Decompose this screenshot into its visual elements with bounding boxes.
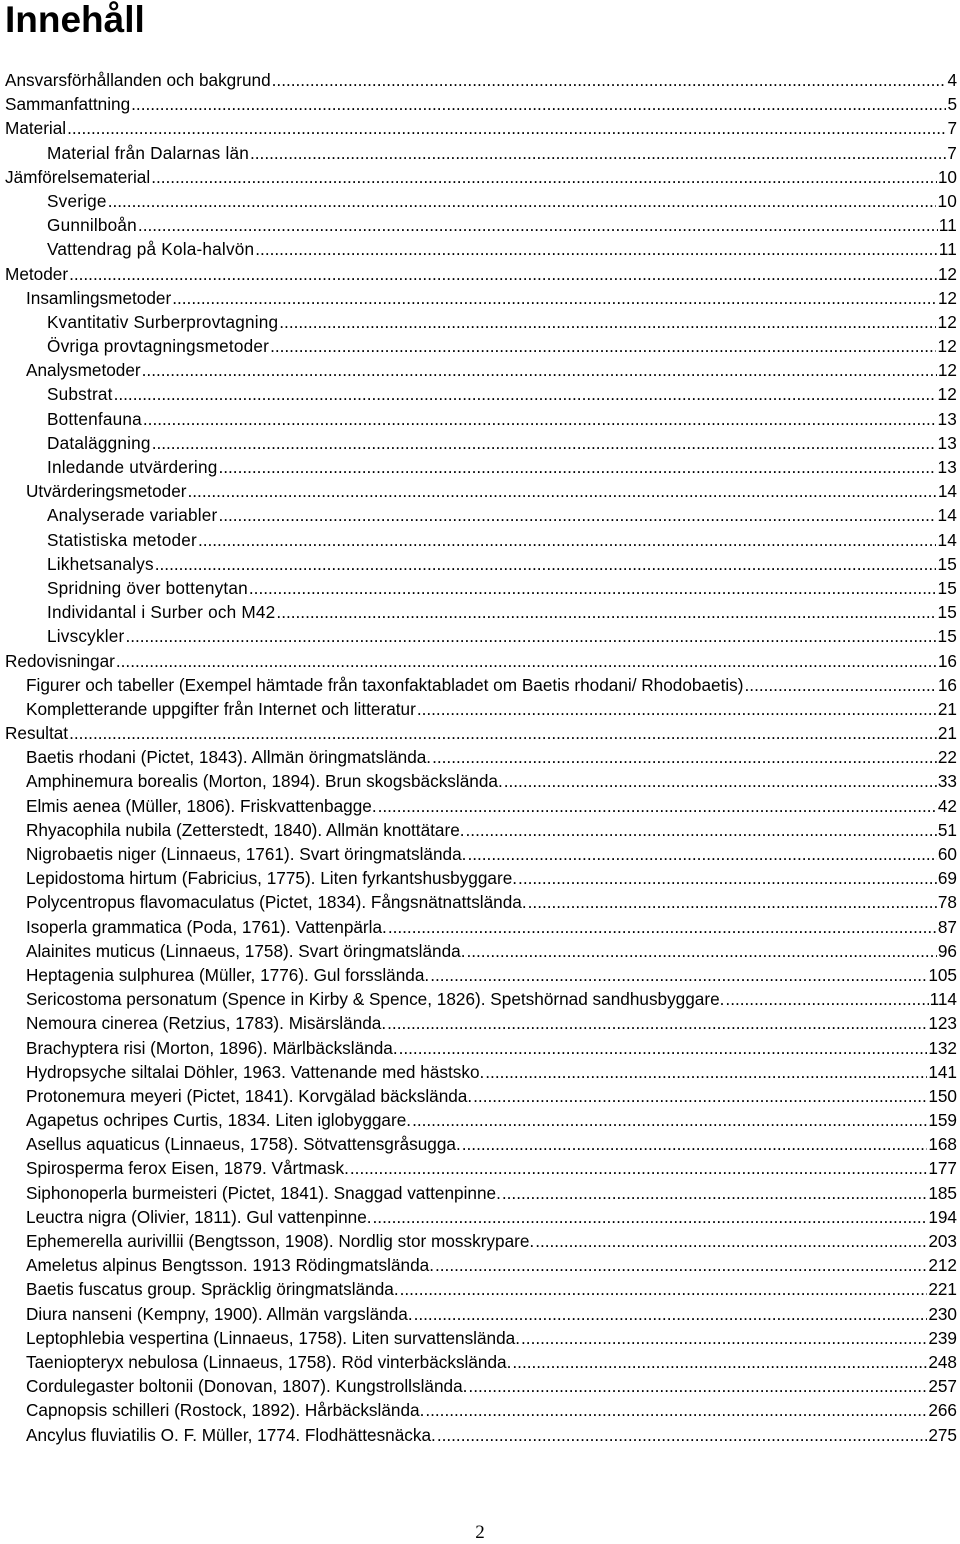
toc-entry-title: Dataläggning [47,432,151,453]
toc-entry-title: Leptophlebia vespertina (Linnaeus, 1758). Liten survattenslända. [26,1327,521,1348]
toc-entry[interactable] [0,503,960,527]
toc-entry-page: 15 [937,553,957,574]
toc-entry-page: 78 [937,892,957,913]
toc-entry[interactable] [0,963,960,987]
toc-dot-leader [512,1350,927,1374]
toc-dot-leader [69,262,937,286]
toc-entry-page: 22 [937,747,957,768]
toc-dot-leader [412,1108,927,1132]
toc-dot-leader [272,68,947,92]
toc-entry-page: 51 [937,819,957,840]
toc-entry-title: Alainites muticus (Linnaeus, 1758). Svart öringmatslända. [26,940,466,961]
toc-entry[interactable] [0,1060,960,1084]
toc-dot-leader [378,794,937,818]
toc-entry[interactable] [0,1423,960,1447]
toc-dot-leader [373,1205,928,1229]
toc-entry-title: Taeniopteryx nebulosa (Linnaeus, 1758). Röd vinterbäckslända. [26,1351,512,1372]
toc-entry[interactable] [0,769,960,793]
toc-entry[interactable] [0,455,960,479]
toc-dot-leader [138,213,938,237]
toc-entry-page: 257 [928,1376,957,1397]
toc-entry-title: Elmis aenea (Müller, 1806). Friskvattenbagge. [26,795,377,816]
toc-entry-title: Statistiska metoder [47,529,197,550]
toc-entry[interactable] [0,624,960,648]
toc-entry[interactable] [0,1374,960,1398]
toc-entry-title: Kompletterande uppgifter från Internet och litteratur [26,698,416,719]
toc-entry-title: Rhyacophila nubila (Zetterstedt, 1840). Allmän knottätare. [26,819,465,840]
toc-entry[interactable] [0,165,960,189]
toc-entry-title: Isoperla grammatica (Poda, 1761). Vattenpärla. [26,916,387,937]
toc-entry-title: Capnopsis schilleri (Rostock, 1892). Hårbäckslända. [26,1400,425,1421]
toc-entry-title: Insamlingsmetoder [26,287,172,308]
toc-dot-leader [466,939,936,963]
toc-entry[interactable] [0,1011,960,1035]
toc-entry-title: Kvantitativ Surberprovtagning [47,311,279,332]
toc-entry[interactable] [0,382,960,406]
toc-entry[interactable] [0,310,960,334]
toc-entry[interactable] [0,1326,960,1350]
toc-entry[interactable] [0,479,960,503]
toc-entry[interactable] [0,1156,960,1180]
toc-entry[interactable] [0,842,960,866]
toc-entry[interactable] [0,1181,960,1205]
toc-dot-leader [535,1229,927,1253]
toc-dot-leader [745,673,937,697]
toc-entry-page: 10 [937,166,957,187]
toc-dot-leader [504,769,937,793]
toc-entry-title: Övriga provtagningsmetoder [47,336,270,357]
toc-entry-page: 194 [928,1206,957,1227]
toc-entry-title: Asellus aquaticus (Linnaeus, 1758). Sötvattensgråsugga. [26,1134,461,1155]
toc-dot-leader [125,624,936,648]
toc-entry-title: Ameletus alpinus Bengtsson. 1913 Rödingmatslända. [26,1255,434,1276]
toc-entry-title: Baetis fuscatus group. Spräcklig öringmatslända. [26,1279,399,1300]
toc-entry-page: 87 [937,916,957,937]
toc-dot-leader [437,1423,927,1447]
toc-entry-title: Material [5,118,67,139]
toc-dot-leader [270,334,936,358]
toc-dot-leader [155,552,937,576]
toc-entry-title: Substrat [47,384,113,405]
toc-entry-title: Nigrobaetis niger (Linnaeus, 1761). Svart öringmatslända. [26,844,467,864]
toc-entry[interactable] [0,189,960,213]
toc-entry-page: 230 [928,1303,957,1324]
toc-dot-leader [142,358,937,382]
toc-dot-leader [502,1181,927,1205]
toc-entry-title: Sammanfattning [5,94,131,115]
toc-entry-title: Diura nanseni (Kempny, 1900). Allmän vargslända. [26,1303,413,1324]
toc-entry-page: 141 [928,1061,957,1082]
toc-dot-leader [528,890,937,914]
toc-entry-title: Jämförelsematerial [5,166,151,187]
toc-entry-page: 42 [937,795,957,816]
toc-entry-page: 239 [928,1327,957,1348]
toc-dot-leader [116,649,937,673]
toc-entry[interactable] [0,116,960,140]
toc-dot-leader [725,987,928,1011]
page-title: Innehåll [5,0,145,40]
toc-entry[interactable] [0,1036,960,1060]
toc-entry-page: 11 [938,239,957,260]
toc-entry-title: Spridning över bottenytan [47,577,248,598]
toc-dot-leader [417,697,937,721]
toc-entry[interactable] [0,721,960,745]
toc-entry[interactable] [0,92,960,116]
toc-entry-title: Redovisningar [5,650,115,671]
toc-entry-page: 12 [937,336,957,357]
toc-entry[interactable] [0,552,960,576]
toc-dot-leader [430,963,927,987]
toc-entry-page: 14 [937,529,957,550]
toc-entry-title: Agapetus ochripes Curtis, 1834. Liten iglobyggare. [26,1110,412,1131]
toc-dot-leader [276,600,936,624]
toc-entry-page: 7 [947,118,957,139]
toc-entry[interactable] [0,358,960,382]
toc-entry[interactable] [0,1205,960,1229]
toc-dot-leader [462,1132,928,1156]
toc-entry-page: 14 [937,505,957,526]
toc-entry-page: 266 [928,1400,957,1421]
toc-entry-page: 105 [928,964,957,985]
toc-entry[interactable] [0,1132,960,1156]
toc-entry[interactable] [0,1108,960,1132]
toc-dot-leader [473,1084,927,1108]
toc-dot-leader [518,866,937,890]
toc-entry-page: 221 [928,1279,957,1300]
toc-entry-title: Analysmetoder [26,360,141,381]
toc-entry-page: 33 [937,771,957,792]
toc-entry[interactable] [0,745,960,769]
toc-dot-leader [249,576,937,600]
toc-entry[interactable] [0,649,960,673]
toc-entry-title: Individantal i Surber och M42 [47,602,276,623]
toc-entry-page: 21 [937,698,957,719]
toc-entry[interactable] [0,407,960,431]
toc-entry-page: 203 [928,1231,957,1251]
toc-entry[interactable] [0,1253,960,1277]
toc-entry-page: 185 [928,1182,957,1203]
toc-dot-leader [188,479,937,503]
toc-entry[interactable] [0,1229,960,1253]
toc-dot-leader [485,1060,927,1084]
toc-entry-page: 96 [937,940,957,961]
toc-entry-title: Vattendrag på Kola-halvön [47,239,255,260]
toc-entry[interactable] [0,673,960,697]
toc-dot-leader [521,1326,927,1350]
toc-entry[interactable] [0,1302,960,1326]
toc-dot-leader [250,141,946,165]
toc-entry-page: 15 [937,577,957,598]
toc-entry-title: Analyserade variabler [47,505,218,526]
toc-entry[interactable] [0,68,960,92]
toc-entry-title: Polycentropus flavomaculatus (Pictet, 1834). Fångsnätnattslända. [26,892,527,913]
toc-entry-title: Metoder [5,263,69,284]
toc-entry-title: Inledande utvärdering [47,457,218,477]
toc-entry-page: 168 [928,1134,957,1155]
table-of-contents [0,68,960,1447]
toc-entry-page: 13 [937,408,957,429]
toc-entry[interactable] [0,1277,960,1301]
toc-entry[interactable] [0,1398,960,1422]
toc-entry-page: 132 [928,1037,957,1058]
toc-dot-leader [400,1277,928,1301]
toc-entry-page: 60 [937,844,957,864]
toc-dot-leader [466,818,937,842]
toc-entry-title: Spirosperma ferox Eisen, 1879. Vårtmask. [26,1158,349,1179]
toc-entry-title: Hydropsyche siltalai Döhler, 1963. Vattenande med hästsko. [26,1061,485,1082]
toc-entry[interactable] [0,939,960,963]
toc-entry-page: 5 [947,94,957,115]
toc-entry[interactable] [0,237,960,261]
toc-entry[interactable] [0,286,960,310]
toc-entry-page: 13 [937,457,957,477]
toc-dot-leader [151,165,937,189]
toc-entry-title: Brachyptera risi (Morton, 1896). Märlbäckslända. [26,1037,398,1058]
toc-dot-leader [143,407,937,431]
toc-entry-page: 159 [928,1110,957,1131]
toc-dot-leader [218,503,936,527]
toc-dot-leader [255,237,937,261]
toc-entry[interactable] [0,141,960,165]
toc-entry-title: Likhetsanalys [47,553,154,574]
toc-entry-page: 114 [929,989,957,1010]
toc-dot-leader [198,528,937,552]
toc-entry-title: Cordulegaster boltonii (Donovan, 1807). Kungstrollslända. [26,1376,468,1397]
toc-entry-page: 4 [947,70,957,90]
toc-dot-leader [69,721,937,745]
toc-entry-page: 212 [928,1255,957,1276]
toc-entry-page: 15 [937,626,957,647]
toc-entry[interactable] [0,1084,960,1108]
toc-entry[interactable] [0,697,960,721]
toc-dot-leader [425,1398,927,1422]
toc-entry-page: 11 [938,215,957,236]
toc-entry-title: Baetis rhodani (Pictet, 1843). Allmän öringmatslända. [26,747,432,768]
toc-dot-leader [467,842,936,866]
toc-dot-leader [468,1374,927,1398]
toc-dot-leader [67,116,946,140]
toc-entry-title: Ancylus fluviatilis O. F. Müller, 1774. Flodhättesnäcka. [26,1424,436,1445]
toc-entry-title: Livscykler [47,626,125,647]
toc-entry[interactable] [0,528,960,552]
toc-entry-title: Sericostoma personatum (Spence in Kirby & Spence, 1826). Spetshörnad sandhusbyggare. [26,989,725,1010]
toc-entry-page: 12 [937,287,957,308]
toc-entry-title: Protonemura meyeri (Pictet, 1841). Korvgälad bäckslända. [26,1085,473,1106]
toc-entry-page: 275 [928,1424,957,1445]
toc-entry[interactable] [0,600,960,624]
toc-entry-title: Gunnilboån [47,215,137,236]
toc-entry-title: Heptagenia sulphurea (Müller, 1776). Gul forsslända. [26,964,430,985]
toc-entry-title: Lepidostoma hirtum (Fabricius, 1775). Liten fyrkantshusbyggare. [26,868,518,889]
toc-entry-page: 16 [937,650,957,671]
page-number: 2 [475,1522,485,1543]
toc-dot-leader [435,1253,927,1277]
toc-dot-leader [350,1156,927,1180]
toc-entry[interactable] [0,1350,960,1374]
toc-dot-leader [172,286,937,310]
toc-entry-page: 177 [928,1158,957,1179]
toc-entry-title: Siphonoperla burmeisteri (Pictet, 1841). Snaggad vattenpinne. [26,1182,501,1203]
toc-entry-page: 7 [947,142,957,163]
toc-dot-leader [114,382,937,406]
toc-entry-title: Sverige [47,190,107,211]
toc-entry-page: 248 [928,1351,957,1372]
toc-entry-page: 123 [928,1013,957,1034]
toc-entry[interactable] [0,890,960,914]
toc-entry-page: 150 [928,1085,957,1106]
toc-entry-title: Leuctra nigra (Olivier, 1811). Gul vattenpinne. [26,1206,372,1227]
toc-entry[interactable] [0,576,960,600]
toc-dot-leader [388,915,937,939]
toc-entry-title: Nemoura cinerea (Retzius, 1783). Misärslända. [26,1013,387,1034]
toc-entry[interactable] [0,987,960,1011]
toc-entry-page: 21 [937,723,957,744]
toc-entry-page: 12 [937,311,957,332]
toc-dot-leader [152,431,937,455]
toc-dot-leader [279,310,936,334]
toc-entry[interactable] [0,213,960,237]
toc-entry-page: 10 [937,190,957,211]
toc-entry-page: 15 [937,602,957,623]
toc-entry-title: Amphinemura borealis (Morton, 1894). Brun skogsbäcksländа. [26,771,503,792]
toc-entry[interactable] [0,818,960,842]
toc-entry[interactable] [0,431,960,455]
toc-entry[interactable] [0,794,960,818]
toc-entry-title: Resultat [5,723,69,744]
toc-entry-title: Ephemerella aurivillii (Bengtsson, 1908). Nordlig stor mosskrypare. [26,1231,535,1251]
toc-entry[interactable] [0,866,960,890]
toc-dot-leader [218,455,936,479]
toc-dot-leader [399,1036,928,1060]
toc-entry-title: Ansvarsförhållanden och bakgrund [5,70,271,90]
toc-entry-page: 13 [937,432,957,453]
toc-entry-page: 12 [937,263,957,284]
toc-entry-page: 16 [937,674,957,695]
toc-entry-title: Bottenfauna [47,408,142,429]
toc-entry[interactable] [0,334,960,358]
toc-entry-page: 69 [937,868,957,889]
toc-dot-leader [432,745,937,769]
toc-entry-page: 12 [937,360,957,381]
toc-dot-leader [387,1011,927,1035]
toc-entry-page: 14 [937,481,957,502]
toc-entry-title: Figurer och tabeller (Exempel hämtade från taxonfaktabladet om Baetis rhodani/ Rhodobaetis) [26,674,744,695]
toc-dot-leader [108,189,937,213]
toc-dot-leader [131,92,946,116]
toc-entry[interactable] [0,262,960,286]
toc-entry-page: 12 [937,384,957,405]
toc-entry-title: Utvärderingsmetoder [26,481,187,502]
toc-entry-title: Material från Dalarnas län [47,142,249,163]
toc-entry[interactable] [0,915,960,939]
toc-dot-leader [414,1302,928,1326]
